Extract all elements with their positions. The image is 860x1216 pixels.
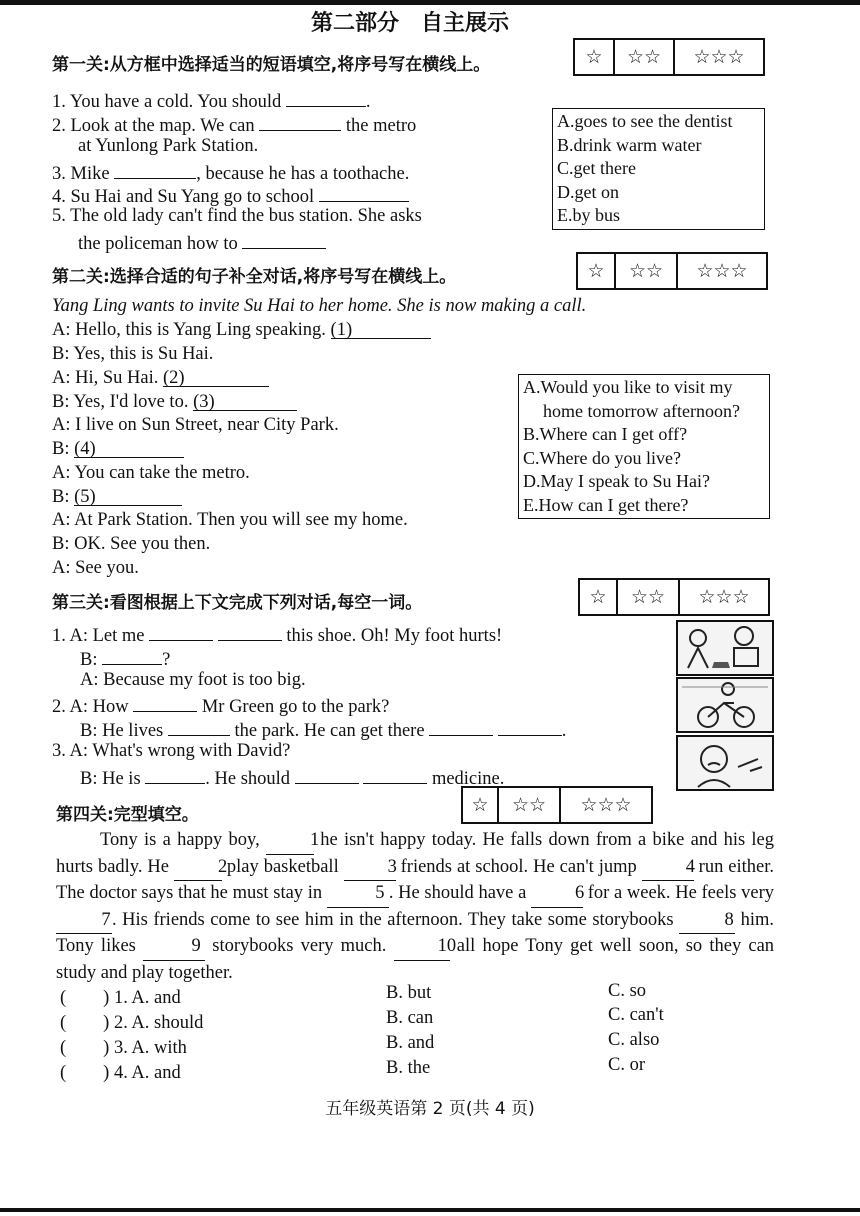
star-two: ☆☆ — [497, 788, 559, 822]
s2-option-a-cont: home tomorrow afternoon? — [543, 400, 740, 421]
cloze-blank-10: 10 — [394, 934, 450, 961]
star-three: ☆☆☆ — [678, 580, 768, 614]
s2-line-11: A: See you. — [52, 558, 139, 578]
star-one: ☆ — [589, 586, 607, 608]
s2-line-8: B: (5) — [52, 487, 182, 508]
choice-4-a: ( ) 4. A. and — [60, 1063, 181, 1083]
s2-line-5: A: I live on Sun Street, near City Park. — [52, 415, 339, 435]
cloze-blank-9: 9 — [143, 934, 205, 961]
star-two: ☆☆ — [614, 254, 676, 288]
choice-2-b: B. can — [386, 1008, 434, 1028]
choice-3-a: ( ) 3. A. with — [60, 1038, 187, 1058]
cloze-blank-3: 3 — [344, 855, 396, 882]
star-rating-2 — [576, 252, 768, 290]
sick-boy-picture — [676, 735, 774, 791]
bike-picture — [676, 677, 774, 733]
s1-options-box — [552, 108, 765, 230]
star-one: ☆ — [585, 46, 603, 68]
star-three: ☆☆☆ — [676, 254, 766, 288]
s1-option-b: B.drink warm water — [557, 134, 702, 155]
cloze-blank-5: 5 — [327, 881, 389, 908]
cloze-blank-8: 8 — [679, 908, 735, 935]
cloze-blank-6: 6 — [531, 881, 583, 908]
s2-intro: Yang Ling wants to invite Su Hai to her home. She is now making a call. — [52, 296, 587, 316]
s3-q2-b: B: He lives the park. He can get there . — [80, 717, 566, 742]
cloze-blank-1: 1 — [266, 828, 314, 855]
s2-line-3: A: Hi, Su Hai. (2) — [52, 368, 269, 389]
s3-q1-b: B: ? — [80, 646, 170, 671]
s2-line-2: B: Yes, this is Su Hai. — [52, 344, 214, 364]
s1-question-2: 2. Look at the map. We can the metro — [52, 112, 416, 137]
s3-q2-a: 2. A: How Mr Green go to the park? — [52, 693, 389, 718]
s2-option-a: A.Would you like to visit my — [523, 377, 733, 397]
s2-line-6: B: (4) — [52, 439, 184, 460]
choice-1-a: ( ) 1. A. and — [60, 988, 181, 1008]
s1-question-2-cont: at Yunlong Park Station. — [78, 136, 259, 156]
section-1-heading: 第一关:从方框中选择适当的短语填空,将序号写在横线上。 — [52, 55, 491, 75]
top-rule — [0, 0, 860, 5]
s1-question-3: 3. Mike , because he has a toothache. — [52, 160, 409, 185]
star-three: ☆☆☆ — [673, 40, 763, 74]
cloze-passage: Tony is a happy boy, 1 he isn't happy today. He falls down from a bike and his leg hurts badly. He 2 play basketball 3 friends at school. He can't jump 4 run either. The doctor says that he must stay in 5 . He should have a 6 for a week. He feels very 7. His friends come to see him in the afternoon. They take some storybooks 8 him. Tony likes 9 storybooks very much. 10 all hope Tony get well soon, so they can study and play together. — [56, 830, 775, 983]
cloze-blank-2: 2 — [174, 855, 222, 882]
s3-q1-c: A: Because my foot is too big. — [80, 670, 306, 690]
s2-option-b: B.Where can I get off? — [523, 424, 688, 444]
star-rating-3 — [578, 578, 770, 616]
choice-2-c: C. can't — [608, 1005, 664, 1025]
section-2-heading: 第二关:选择合适的句子补全对话,将序号写在横线上。 — [52, 267, 457, 287]
star-rating-1 — [573, 38, 765, 76]
section-4-heading: 第四关:完型填空。 — [56, 805, 199, 825]
section-3-heading: 第三关:看图根据上下文完成下列对话,每空一词。 — [52, 593, 423, 613]
s1-option-a: A.goes to see the dentist — [557, 111, 733, 131]
choice-3-c: C. also — [608, 1030, 660, 1050]
s2-line-1: A: Hello, this is Yang Ling speaking. (1) — [52, 320, 431, 341]
s2-line-10: B: OK. See you then. — [52, 534, 211, 554]
s2-line-4: B: Yes, I'd love to. (3) — [52, 392, 297, 413]
s3-q3-a: 3. A: What's wrong with David? — [52, 741, 291, 761]
choice-3-b: B. and — [386, 1033, 435, 1053]
page-footer: 五年级英语第 2 页(共 4 页) — [325, 1099, 535, 1119]
s1-option-c: C.get there — [557, 158, 636, 178]
star-rating-4 — [461, 786, 653, 824]
s2-options-box — [518, 374, 770, 519]
s2-option-e: E.How can I get there? — [523, 494, 689, 515]
star-two: ☆☆ — [613, 40, 673, 74]
bottom-rule — [0, 1208, 860, 1212]
star-one: ☆ — [471, 794, 489, 816]
s2-option-d: D.May I speak to Su Hai? — [523, 471, 710, 491]
s1-question-5: 5. The old lady can't find the bus station. She asks — [52, 206, 422, 226]
choice-4-c: C. or — [608, 1055, 645, 1075]
star-one: ☆ — [587, 260, 605, 282]
s2-option-c: C.Where do you live? — [523, 447, 681, 468]
s1-question-1: 1. You have a cold. You should . — [52, 88, 370, 113]
shoe-shop-picture — [676, 620, 774, 676]
s2-line-7: A: You can take the metro. — [52, 463, 250, 483]
choice-1-b: B. but — [386, 983, 432, 1003]
page-title: 第二部分 自主展示 — [310, 11, 509, 36]
s3-q1-a: 1. A: Let me this shoe. Oh! My foot hurts! — [52, 622, 502, 647]
s1-option-d: D.get on — [557, 181, 619, 202]
star-two: ☆☆ — [616, 580, 678, 614]
star-three: ☆☆☆ — [559, 788, 651, 822]
s1-question-5-cont: the policeman how to — [78, 230, 326, 255]
cloze-blank-7: 7 — [56, 908, 112, 935]
s2-line-9: A: At Park Station. Then you will see my home. — [52, 510, 408, 530]
choice-2-a: ( ) 2. A. should — [60, 1013, 204, 1033]
s3-q3-b: B: He is . He should medicine. — [80, 765, 504, 790]
choice-4-b: B. the — [386, 1058, 431, 1078]
choice-1-c: C. so — [608, 981, 647, 1001]
s1-option-e: E.by bus — [557, 205, 620, 225]
cloze-blank-4: 4 — [642, 855, 694, 882]
s1-question-4: 4. Su Hai and Su Yang go to school — [52, 183, 409, 208]
